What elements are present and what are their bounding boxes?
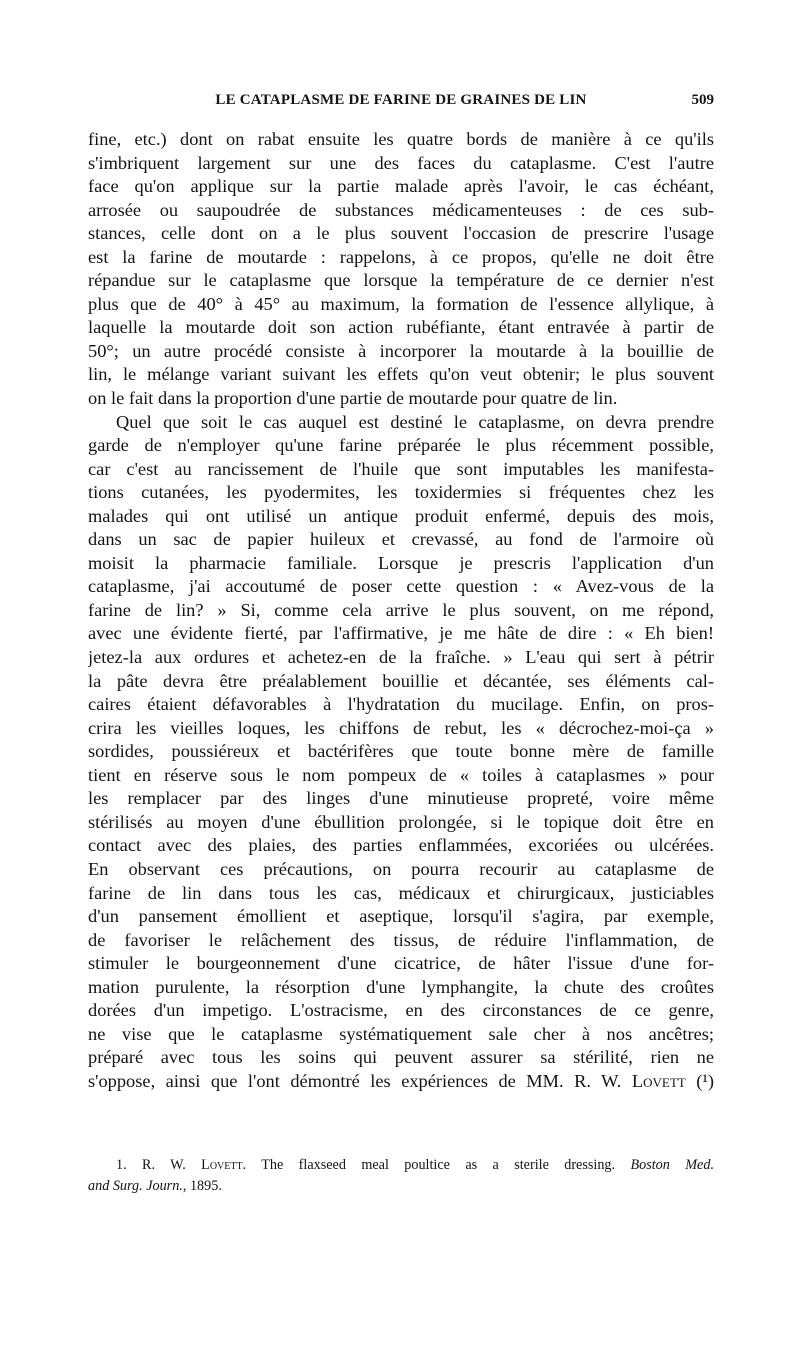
text-line: car c'est au rancissement de l'huile que sont imputables les manifesta- (88, 458, 714, 479)
text-line: répandue sur le cataplasme que lorsque la température de ce dernier n'est (88, 270, 714, 291)
text-line: de favoriser le relâchement des tissus, de réduire l'inflammation, de (88, 929, 714, 950)
text-line: plus que de 40° à 45° au maximum, la formation de l'essence allylique, à (88, 293, 714, 314)
text-line: farine de lin? » Si, comme cela arrive le plus souvent, on me répond, (88, 599, 714, 620)
text-line: fine, etc.) dont on rabat ensuite les quatre bords de manière à ce qu'ils (88, 129, 714, 149)
author-name: Lovett (631, 1070, 686, 1091)
text-line: crira les vieilles loques, les chiffons de rebut, les « décrochez-moi-ça » (88, 717, 714, 738)
text-line: caires étaient défavorables à l'hydratation du mucilage. Enfin, on pros- (88, 694, 714, 715)
running-title: LE CATAPLASME DE FARINE DE GRAINES DE LIN (215, 92, 587, 108)
body-text (88, 128, 714, 1093)
footnote-line (88, 1176, 714, 1197)
text-line: Quel que soit le cas auquel est destiné le cataplasme, on devra prendre (116, 411, 714, 432)
text-line: avec une évidente fierté, par l'affirmative, je me hâte de dire : « Eh bien! (88, 623, 714, 644)
text-line: sordides, poussiéreux et bactérifères que toute bonne mère de famille (88, 741, 714, 762)
text-line-final (88, 1070, 714, 1094)
footnote-journal: Boston Med. (630, 1157, 714, 1173)
running-head (88, 92, 714, 118)
text-line: tions cutanées, les pyodermites, les toxidermies si fréquentes chez les (88, 482, 714, 503)
text-line: stérilisés au moyen d'une ébullition prolongée, si le topique doit être en (88, 811, 714, 832)
text-line-final-body: s'oppose, ainsi que l'ont démontré les expériences de MM. R. W. (88, 1070, 632, 1091)
text-line: s'imbriquent largement sur une des faces du cataplasme. C'est l'autre (88, 152, 714, 173)
text-line: mation purulente, la résorption d'une lymphangite, la chute des croûtes (88, 976, 714, 997)
page-number: 509 (691, 92, 714, 108)
text-line: 50°; un autre procédé consiste à incorporer la moutarde à la bouillie de (88, 340, 714, 361)
text-line: d'un pansement émollient et aseptique, lorsqu'il s'agira, par exemple, (88, 906, 714, 927)
footnote-author: Lovett (201, 1157, 243, 1173)
footnote-journal-cont: and Surg. Journ. (88, 1178, 183, 1194)
text-line: moisit la pharmacie familiale. Lorsque je prescris l'application d'un (88, 552, 714, 573)
text-line: laquelle la moutarde doit son action rubéfiante, étant entravée à partir de (88, 317, 714, 338)
text-line: ne vise que le cataplasme systématiquement sale cher à nos ancêtres; (88, 1023, 714, 1044)
text-line: est la farine de moutarde : rappelons, à ce propos, qu'elle ne doit être (88, 246, 714, 267)
text-line: malades qui ont utilisé un antique produit enfermé, depuis des mois, (88, 505, 714, 526)
text-line: tient en réserve sous le nom pompeux de « toiles à cataplasmes » pour (88, 764, 714, 785)
text-line: En observant ces précautions, on pourra recourir au cataplasme de (88, 858, 714, 879)
text-line: les remplacer par des linges d'une minutieuse propreté, voire même (88, 788, 714, 809)
text-line: on le fait dans la proportion d'une partie de moutarde pour quatre de lin. (88, 388, 618, 409)
text-line: jetez-la aux ordures et achetez-en de la fraîche. » L'eau qui sert à pétrir (88, 647, 714, 668)
text-line: cataplasme, j'ai accoutumé de poser cette question : « Avez-vous de la (88, 576, 714, 597)
footnote-line (88, 1155, 714, 1176)
text-line: la pâte devra être préalablement bouillie et décantée, ses éléments cal- (88, 670, 714, 691)
text-line: dorées d'un impetigo. L'ostracisme, en des circonstances de ce genre, (88, 1000, 714, 1021)
footnote-title: . The flaxseed meal poultice as a sterile dressing. (242, 1157, 631, 1173)
footnote (88, 1155, 714, 1197)
text-line: stimuler le bourgeonnement d'une cicatrice, de hâter l'issue d'une for- (88, 953, 714, 974)
text-line: arrosée ou saupoudrée de substances médicamenteuses : de ces sub- (88, 199, 714, 220)
text-line: stances, celle dont on a le plus souvent l'occasion de prescrire l'usage (88, 223, 714, 244)
footnote-initials: R. W. (142, 1157, 186, 1173)
text-line: contact avec des plaies, des parties enflammées, excoriées ou ulcérées. (88, 835, 714, 856)
text-line: dans un sac de papier huileux et crevassé, au fond de l'armoire où (88, 529, 714, 550)
footnote-year: , 1895. (182, 1178, 222, 1194)
text-line: garde de n'employer qu'une farine préparée le plus récemment possible, (88, 435, 714, 456)
text-line: lin, le mélange variant suivant les effets qu'on veut obtenir; le plus souvent (88, 364, 714, 385)
text-line: préparé avec tous les soins qui peuvent assurer sa stérilité, rien ne (88, 1047, 714, 1068)
text-line: face qu'on applique sur la partie malade après l'avoir, le cas échéant, (88, 176, 714, 197)
footnote-number: 1. (116, 1157, 127, 1173)
text-line: farine de lin dans tous les cas, médicaux et chirurgicaux, justiciables (88, 882, 714, 903)
footnote-reference[interactable]: (¹) (696, 1070, 714, 1091)
